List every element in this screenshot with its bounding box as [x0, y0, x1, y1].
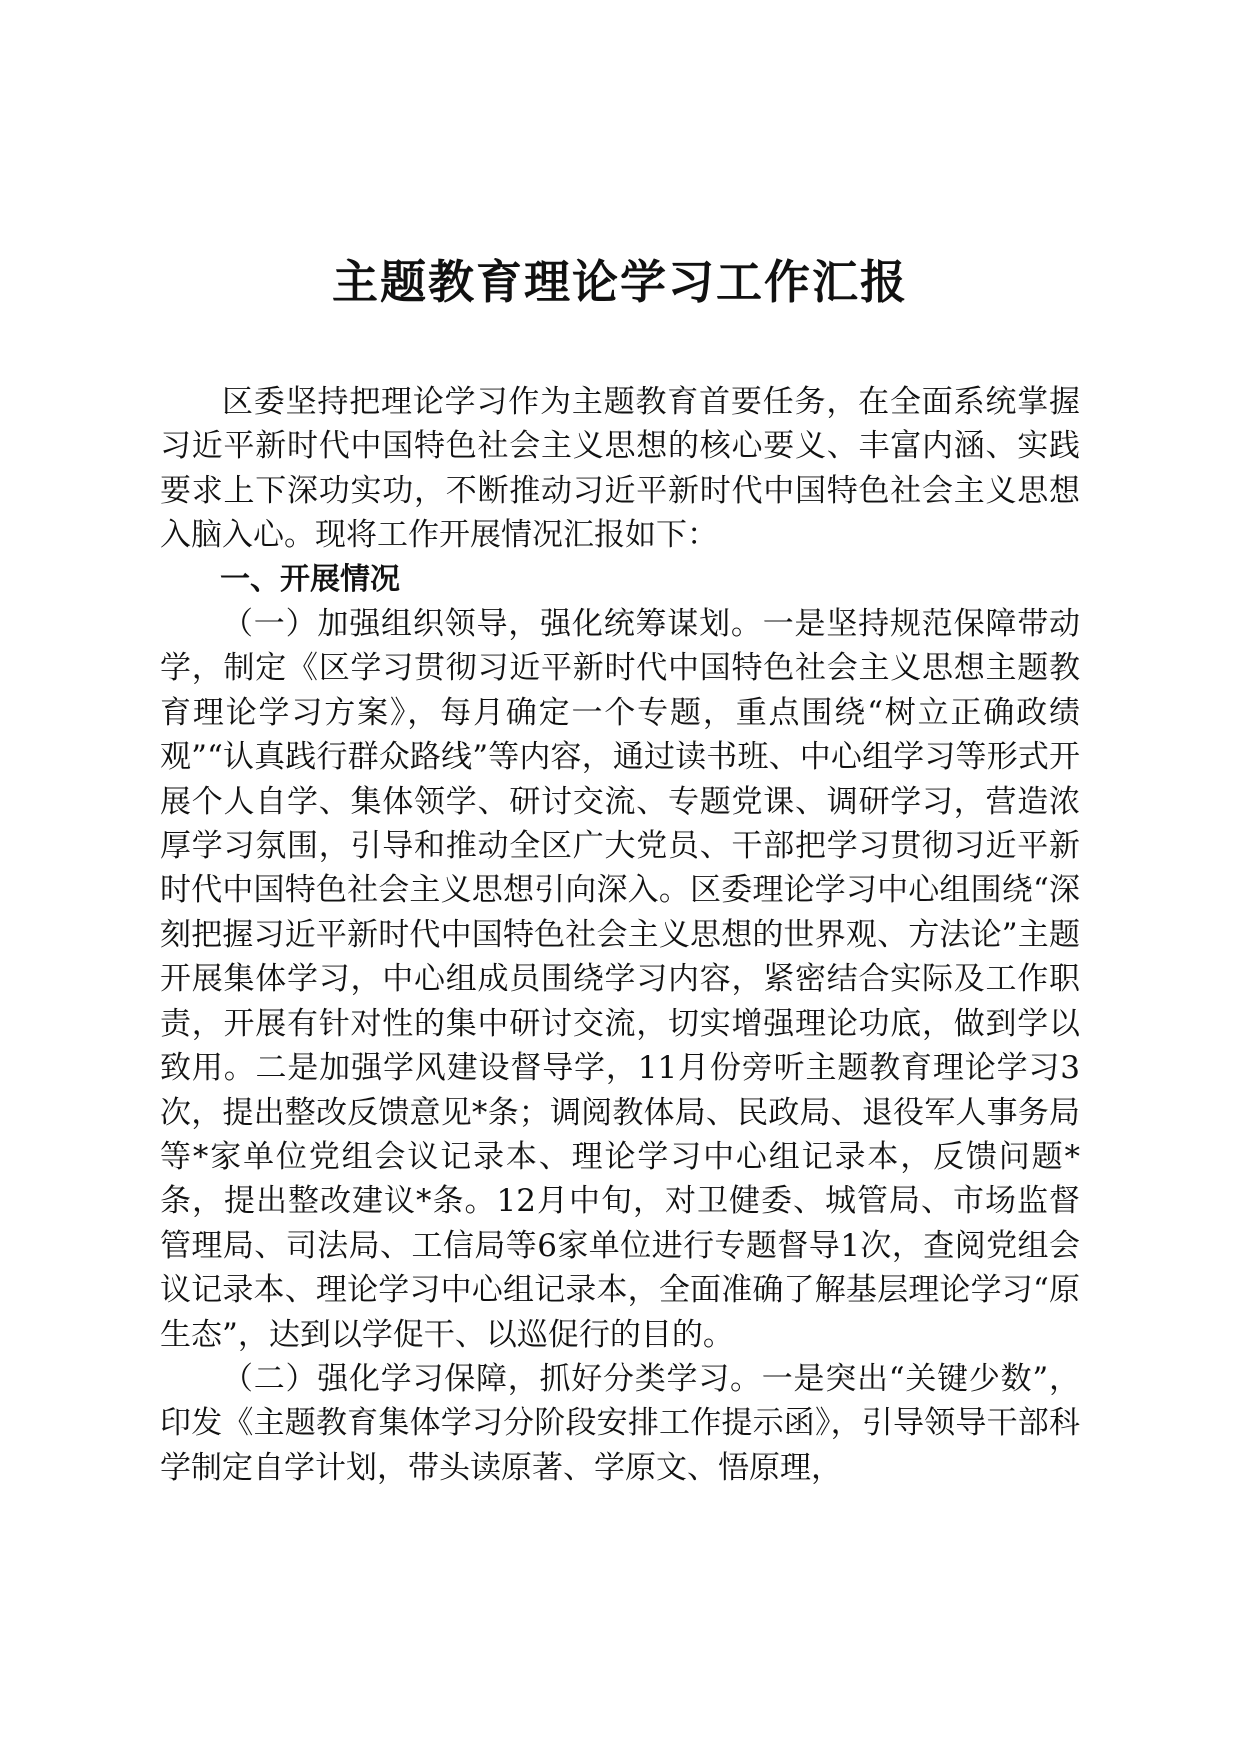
- section-heading: 一、开展情况: [220, 561, 400, 597]
- body-paragraph-1: （一）加强组织领导，强化统筹谋划。一是坚持规范保障带动学，制定《区学习贯彻习近平新时代中国特色社会主义思想主题教育理论学习方案》，每月确定一个专题，重点围绕“树立正确政绩观”“认真践行群众路线”等内容，通过读书班、中心组学习等形式开展个人自学、集体领学、研讨交流、专题党课、调研学习，营造浓厚学习氛围，引导和推动全区广大党员、干部把学习贯彻习近平新时代中国特色社会主义思想引向深入。区委理论学习中心组围绕“深刻把握习近平新时代中国特色社会主义思想的世界观、方法论”主题开展集体学习，中心组成员围绕学习内容，紧密结合实际及工作职责，开展有针对性的集中研讨交流，切实增强理论功底，做到学以致用。二是加强学风建设督导学，11月份旁听主题教育理论学习3次，提出整改反馈意见*条；调阅教体局、民政局、退役军人事务局等*家单位党组会议记录本、理论学习中心组记录本，反馈问题*条，提出整改建议*条。12月中旬，对卫健委、城管局、市场监督管理局、司法局、工信局等6家单位进行专题督导1次，查阅党组会议记录本、理论学习中心组记录本，全面准确了解基层理论学习“原生态”，达到以学促干、以巡促行的目的。: [160, 606, 1080, 1353]
- document-title: 主题教育理论学习工作汇报: [332, 255, 908, 309]
- intro-paragraph: 区委坚持把理论学习作为主题教育首要任务，在全面系统掌握习近平新时代中国特色社会主义思想的核心要义、丰富内涵、实践要求上下深功实功，不断推动习近平新时代中国特色社会主义思想入脑入心。现将工作开展情况汇报如下：: [160, 384, 1080, 554]
- body-paragraph-2: （二）强化学习保障，抓好分类学习。一是突出“关键少数”，印发《主题教育集体学习分阶段安排工作提示函》，引导领导干部科学制定自学计划，带头读原著、学原文、悟原理，: [160, 1360, 1080, 1486]
- document-body: [160, 380, 1080, 1490]
